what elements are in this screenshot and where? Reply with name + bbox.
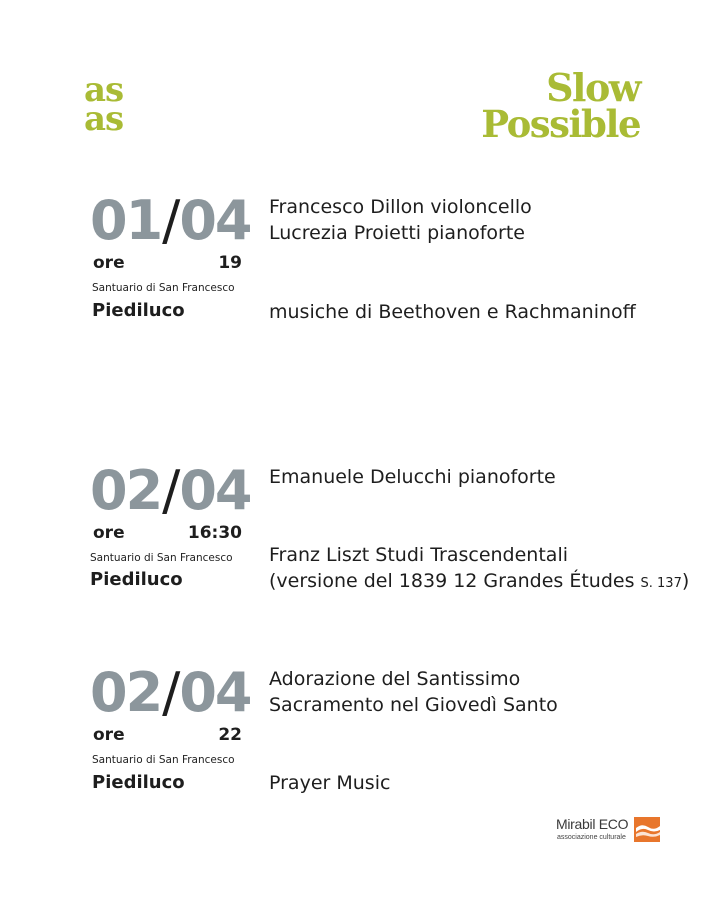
logo-possible: Possible [481,102,640,146]
event-time: 22 [218,725,242,745]
mirabil-eco-name: Mirabil ECO [556,816,629,832]
mirabil-eco-subtitle: associazione culturale [557,834,626,841]
event-place: Piediluco [92,772,185,793]
event-date [90,661,251,724]
event-venue: Santuario di San Francesco [92,282,235,294]
catalog-number: S. 137 [640,576,682,591]
performer-line-1: Francesco Dillon violoncello [269,196,532,218]
ore-label: ore [93,253,125,273]
ore-label: ore [93,523,125,543]
ore-label: ore [93,725,125,745]
performer-line-1: Emanuele Delucchi pianoforte [269,466,556,488]
program-line-2-end: ) [681,570,690,592]
date-slash: / [162,661,179,724]
event-day: 02 [90,459,162,522]
program-line-1: Franz Liszt Studi Trascendentali [269,544,568,566]
event-day: 01 [90,189,162,252]
program-line-2-main: (versione del 1839 12 Grandes Études [269,570,641,592]
wave-icon [630,814,662,844]
event-date [90,189,251,252]
program-line-2 [269,568,689,597]
title-line-1: Adorazione del Santissimo [269,668,521,690]
logo-asas-line2: as [84,99,124,139]
event-month: 04 [179,189,251,252]
logo-slow: Slow [546,65,640,110]
event-place: Piediluco [92,300,185,321]
program-line: Prayer Music [269,772,391,794]
event-place: Piediluco [90,569,183,590]
logo-asas [84,70,124,139]
date-slash: / [162,189,179,252]
event-time: 19 [218,253,242,273]
event-venue: Santuario di San Francesco [90,552,233,564]
event-date [90,459,251,522]
logo-slow-possible [481,65,640,146]
date-slash: / [162,459,179,522]
title-line-2: Sacramento nel Giovedì Santo [269,694,558,716]
event-time: 16:30 [187,523,242,543]
event-month: 04 [179,459,251,522]
event-month: 04 [179,661,251,724]
event-venue: Santuario di San Francesco [92,754,235,766]
logo-asas-line1: as [84,70,124,110]
performer-line-2: Lucrezia Proietti pianoforte [269,222,525,244]
event-day: 02 [90,661,162,724]
program-line: musiche di Beethoven e Rachmaninoff [269,301,636,323]
mirabil-eco-logo [556,812,666,848]
